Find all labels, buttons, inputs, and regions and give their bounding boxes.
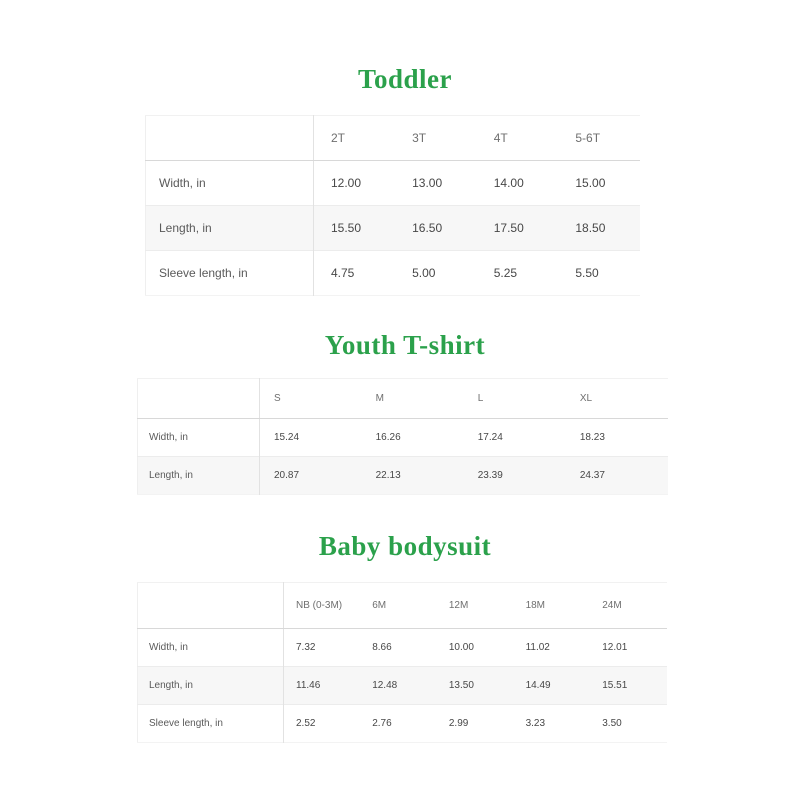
section-title-youth-tshirt: Youth T-shirt xyxy=(324,330,486,360)
column-header: 3T xyxy=(395,116,477,161)
column-header: 18M xyxy=(514,583,591,629)
size-value: 23.39 xyxy=(477,470,503,481)
toddler-size-table xyxy=(145,115,640,296)
size-value: 16.50 xyxy=(412,221,443,235)
header-row xyxy=(146,116,641,161)
size-value: 12.01 xyxy=(602,642,628,653)
size-value: 24.37 xyxy=(579,470,605,481)
row-label: Length, in xyxy=(138,667,284,705)
size-value: 13.50 xyxy=(448,680,474,691)
table-row xyxy=(138,419,669,457)
size-value: 2.99 xyxy=(448,718,469,729)
size-value: 14.49 xyxy=(525,680,551,691)
size-value: 13.00 xyxy=(412,176,443,190)
size-value: 11.46 xyxy=(296,680,321,691)
row-label: Width, in xyxy=(138,629,284,667)
row-label: Length, in xyxy=(146,206,314,251)
size-value: 15.00 xyxy=(575,176,606,190)
column-header: 6M xyxy=(360,583,437,629)
corner-cell xyxy=(146,116,314,161)
size-value: 5.50 xyxy=(575,266,599,280)
baby-bodysuit-size-table xyxy=(137,582,667,743)
size-value: 17.24 xyxy=(477,432,503,443)
column-header: L xyxy=(464,379,566,419)
section-title-toddler: Toddler xyxy=(357,64,453,94)
table-row xyxy=(138,705,668,743)
column-header: 5-6T xyxy=(558,116,640,161)
column-header: NB (0-3M) xyxy=(284,583,361,629)
size-value: 7.32 xyxy=(296,642,316,653)
size-value: 2.76 xyxy=(372,718,392,729)
header-row xyxy=(138,379,669,419)
size-value: 15.50 xyxy=(331,221,362,235)
size-value: 15.51 xyxy=(602,680,628,691)
size-value: 11.02 xyxy=(525,642,550,653)
column-header: 24M xyxy=(590,583,667,629)
size-value: 18.23 xyxy=(579,432,605,443)
size-value: 3.50 xyxy=(602,718,622,729)
size-value: 15.24 xyxy=(274,432,300,443)
row-label: Length, in xyxy=(138,457,260,495)
corner-cell xyxy=(138,379,260,419)
table-row xyxy=(146,206,641,251)
column-header: S xyxy=(260,379,362,419)
youth-tshirt-size-table xyxy=(137,378,668,495)
size-value: 20.87 xyxy=(274,470,300,481)
size-value: 2.52 xyxy=(296,718,316,729)
size-value: 10.00 xyxy=(448,642,474,653)
column-header: XL xyxy=(566,379,668,419)
column-header: 12M xyxy=(437,583,514,629)
size-value: 17.50 xyxy=(493,221,524,235)
size-value: 12.48 xyxy=(372,680,398,691)
header-row xyxy=(138,583,668,629)
size-value: 14.00 xyxy=(493,176,524,190)
size-value: 12.00 xyxy=(331,176,362,190)
size-value: 22.13 xyxy=(375,470,401,481)
size-value: 8.66 xyxy=(372,642,392,653)
row-label: Width, in xyxy=(138,419,260,457)
column-header: M xyxy=(362,379,464,419)
section-title-baby-bodysuit: Baby bodysuit xyxy=(318,531,492,561)
corner-cell xyxy=(138,583,284,629)
size-value: 4.75 xyxy=(331,266,355,280)
size-value: 5.00 xyxy=(412,266,436,280)
column-header: 2T xyxy=(314,116,396,161)
table-row xyxy=(138,667,668,705)
size-value: 5.25 xyxy=(493,266,518,280)
table-row xyxy=(146,161,641,206)
column-header: 4T xyxy=(477,116,559,161)
size-value: 16.26 xyxy=(375,432,401,443)
size-value: 3.23 xyxy=(525,718,546,729)
row-label: Sleeve length, in xyxy=(138,705,284,743)
table-row xyxy=(146,251,641,296)
table-row xyxy=(138,457,669,495)
table-row xyxy=(138,629,668,667)
row-label: Sleeve length, in xyxy=(146,251,314,296)
row-label: Width, in xyxy=(146,161,314,206)
size-value: 18.50 xyxy=(575,221,606,235)
